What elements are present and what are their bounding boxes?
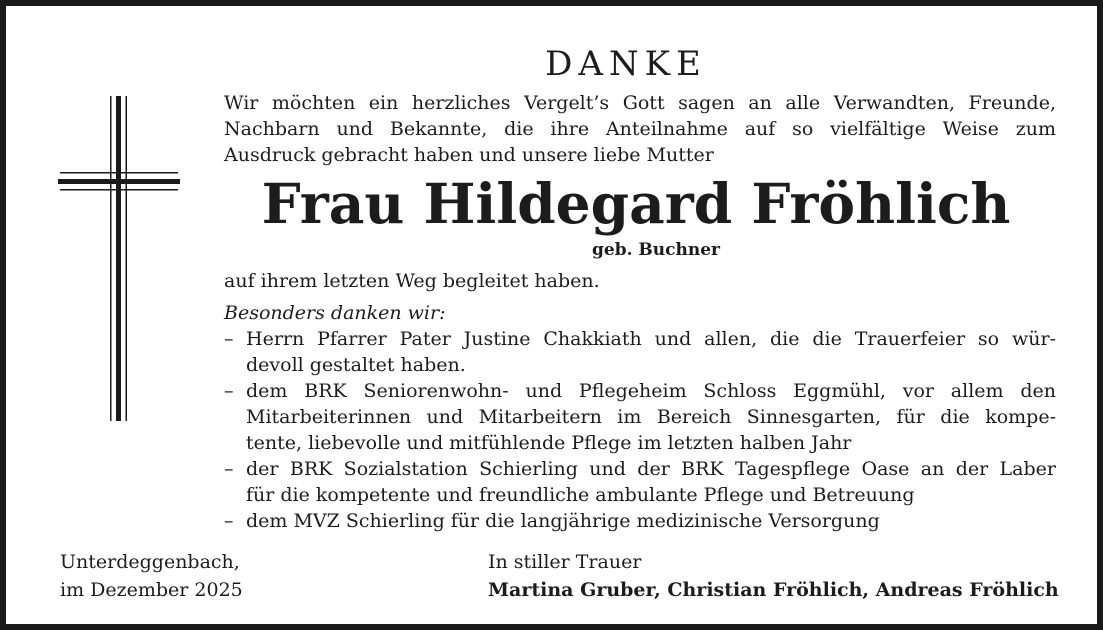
list-dash: – bbox=[224, 458, 234, 480]
thanks-intro: Besonders danken wir: bbox=[224, 302, 446, 324]
intro-line: Ausdruck gebracht haben und unsere liebe Mutter bbox=[224, 144, 714, 166]
intro-paragraph bbox=[224, 90, 1056, 168]
list-item bbox=[224, 456, 1056, 508]
list-item-line: Mitarbeiterinnen und Mitarbeitern im Bereich Sinnesgarten, für die kompe- bbox=[246, 406, 1056, 428]
list-item-line: für die kompetente und freundliche ambulante Pflege und Betreuung bbox=[246, 484, 915, 506]
list-item-line: Herrn Pfarrer Pater Justine Chakkiath und allen, die die Trauerfeier so wür- bbox=[246, 328, 1056, 350]
mourning-phrase: In stiller Trauer bbox=[488, 551, 642, 573]
date: im Dezember 2025 bbox=[60, 579, 243, 601]
list-dash: – bbox=[224, 510, 234, 532]
signature-block bbox=[488, 548, 1059, 604]
thanks-list bbox=[224, 326, 1056, 534]
list-item-line: dem MVZ Schierling für die langjährige medizinische Versorgung bbox=[246, 510, 880, 532]
intro-line: Wir möchten ein herzliches Vergelt’s Gott sagen an alle Verwandten, Freunde, bbox=[224, 92, 1056, 114]
cross-icon bbox=[58, 96, 180, 421]
list-item bbox=[224, 508, 1056, 534]
signer-names: Martina Gruber, Christian Fröhlich, Andreas Fröhlich bbox=[488, 579, 1059, 601]
maiden-name: geb. Buchner bbox=[592, 240, 720, 260]
list-item bbox=[224, 326, 1056, 378]
list-item-line: der BRK Sozialstation Schierling und der BRK Tagespflege Oase an der Laber bbox=[246, 458, 1056, 480]
intro-line: Nachbarn und Bekannte, die ihre Anteilnahme auf so vielfältige Weise zum bbox=[224, 118, 1056, 140]
list-dash: – bbox=[224, 380, 234, 402]
deceased-name: Frau Hildegard Fröhlich bbox=[261, 171, 1011, 236]
list-item-line: dem BRK Seniorenwohn- und Pflegeheim Schloss Eggmühl, vor allem den bbox=[246, 380, 1056, 402]
list-item-line: tente, liebevolle und mitfühlende Pflege im letzten halben Jahr bbox=[246, 432, 852, 454]
list-item-line: devoll gestaltet haben. bbox=[246, 354, 466, 376]
after-name-text: auf ihrem letzten Weg begleitet haben. bbox=[224, 270, 600, 292]
place-date-block bbox=[60, 548, 243, 604]
place: Unterdeggenbach, bbox=[60, 551, 240, 573]
heading-danke: DANKE bbox=[545, 44, 707, 84]
list-item bbox=[224, 378, 1056, 456]
list-dash: – bbox=[224, 328, 234, 350]
